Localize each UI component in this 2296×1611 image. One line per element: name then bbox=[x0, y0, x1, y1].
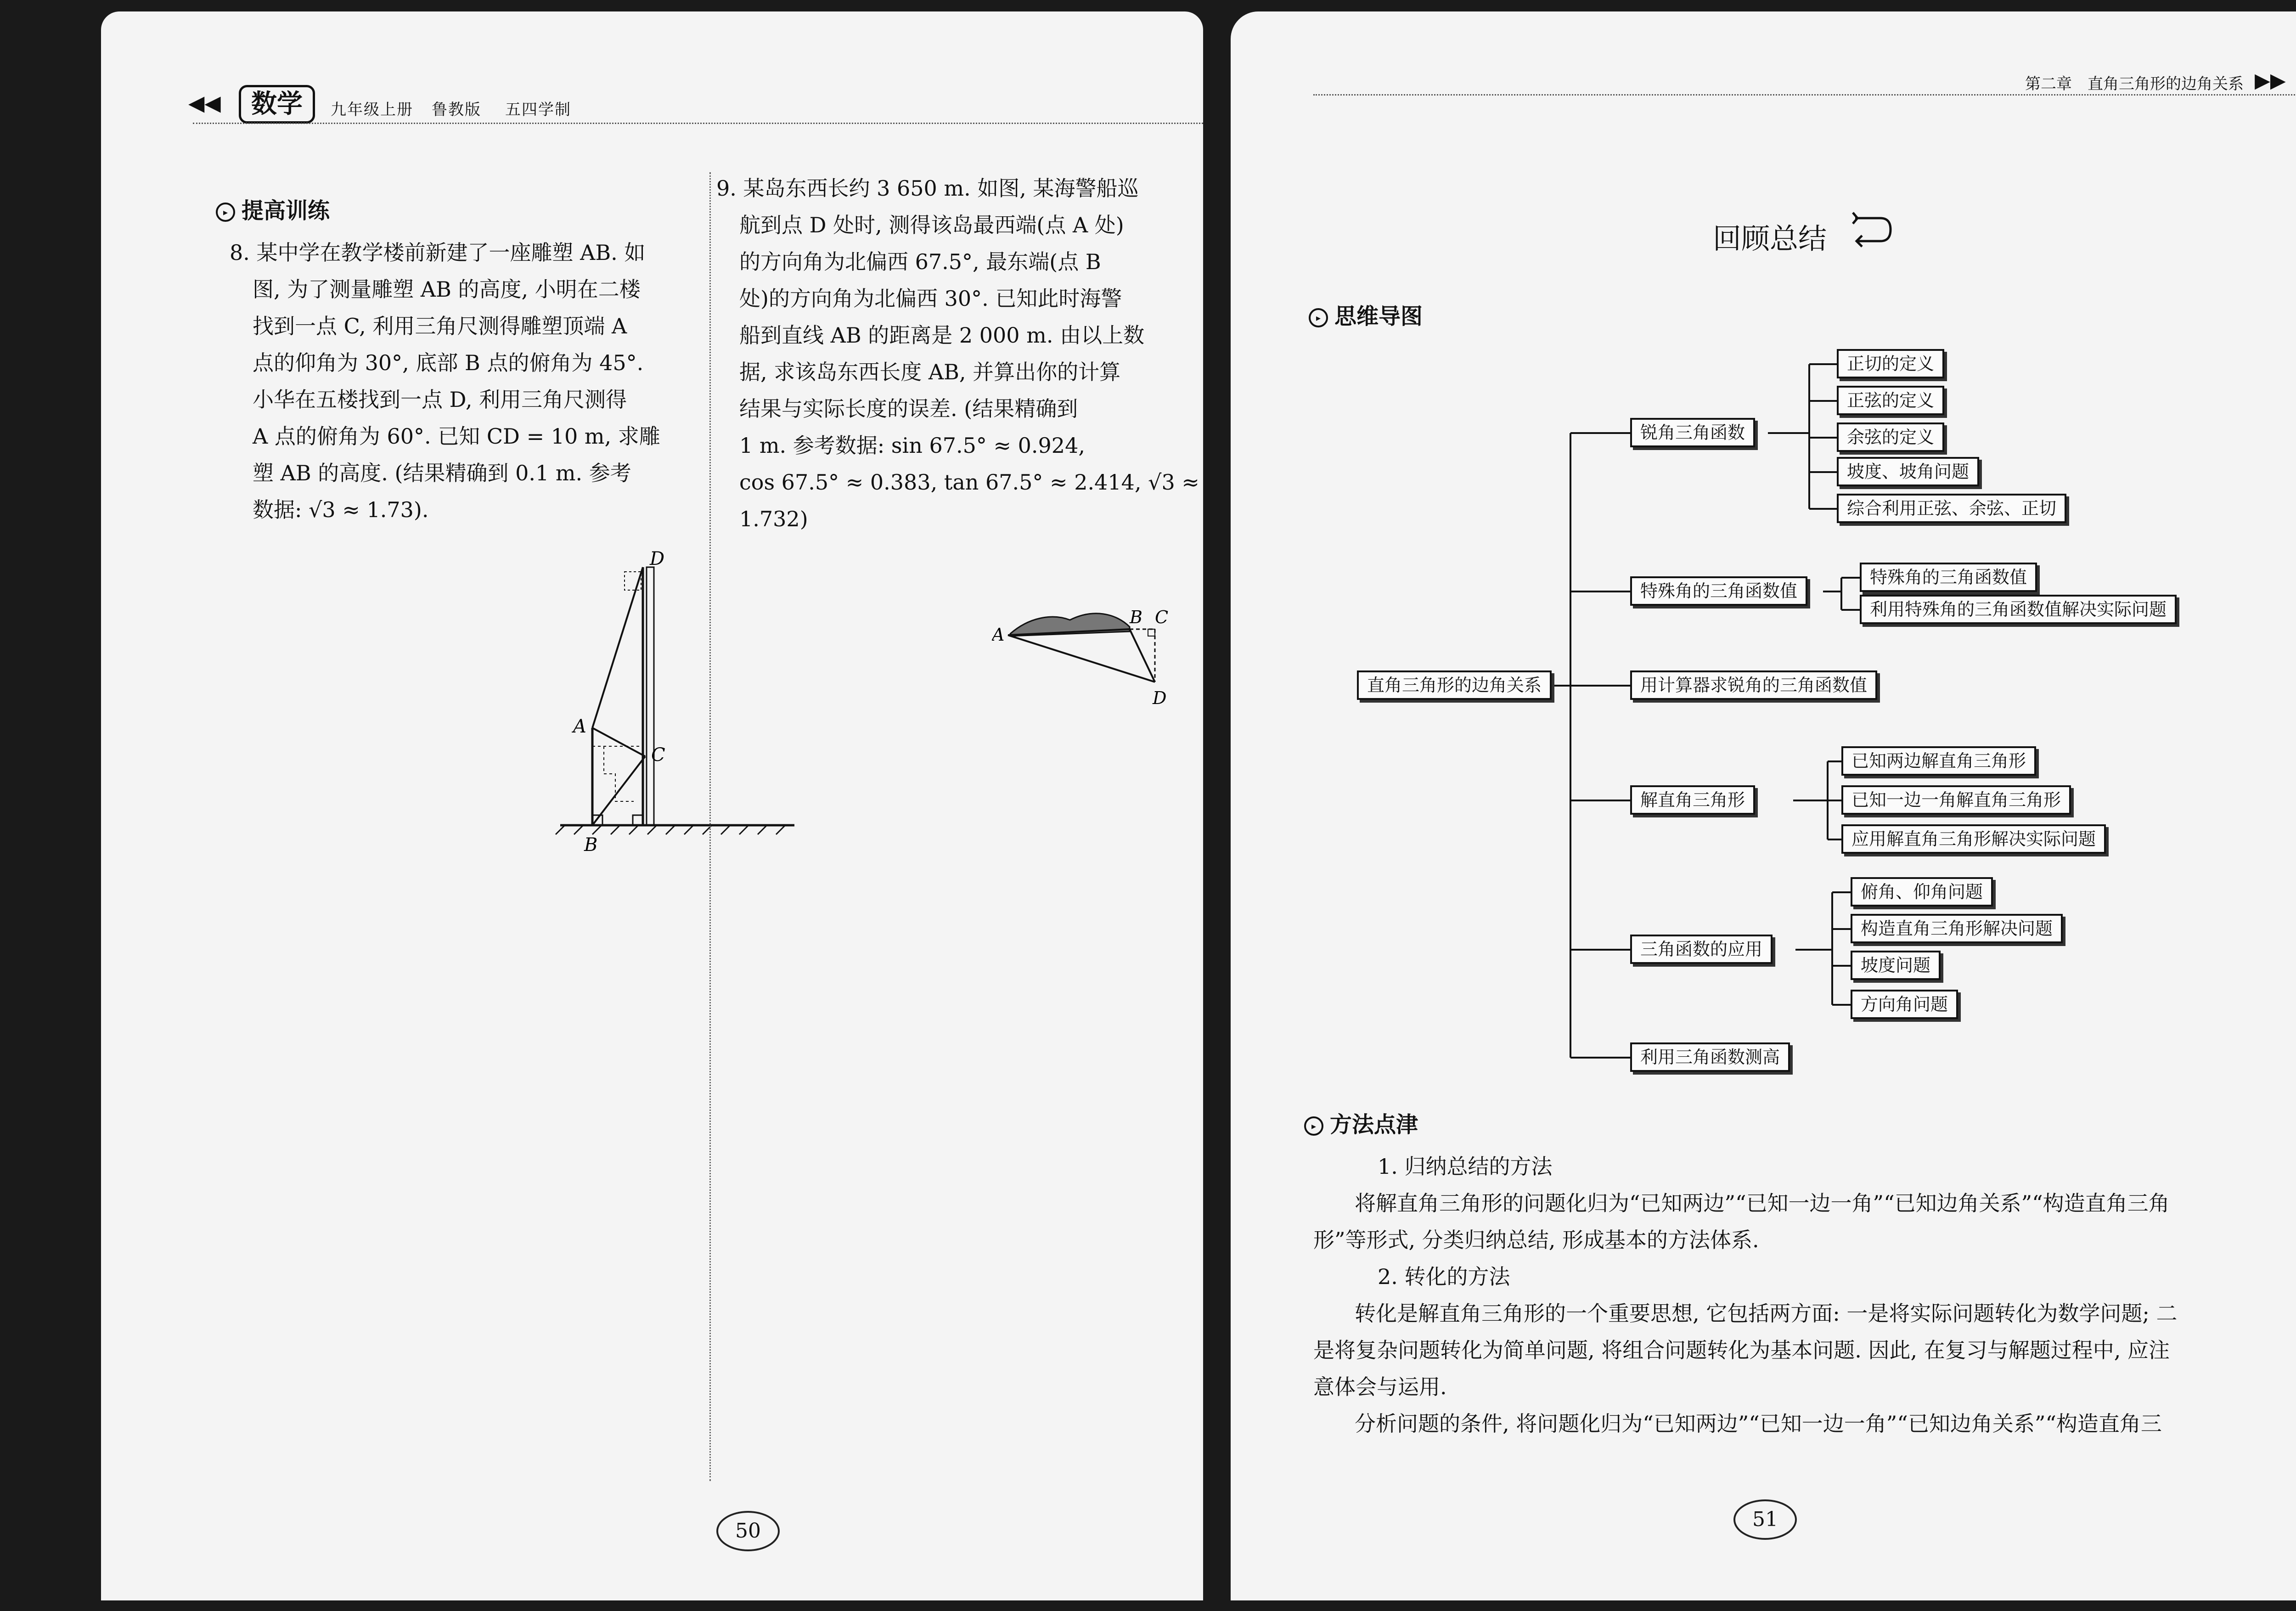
problem-8-line: 8. 某中学在教学楼前新建了一座雕塑 AB. 如 bbox=[230, 240, 646, 265]
problem-9-line: 结果与实际长度的误差. (结果精确到 bbox=[739, 396, 1078, 421]
mindmap-branch: 利用三角函数测高 bbox=[1630, 1042, 1790, 1072]
problem-8-line: 找到一点 C, 利用三角尺测得雕塑顶端 A bbox=[253, 314, 627, 338]
circle-arrow-icon: ▸ bbox=[1309, 308, 1328, 327]
problem-8-line: 点的仰角为 30°, 底部 B 点的俯角为 45°. bbox=[253, 350, 644, 375]
mindmap-leaf: 已知两边解直角三角形 bbox=[1841, 746, 2036, 776]
mindmap-leaf: 正弦的定义 bbox=[1837, 386, 1944, 415]
label-B: B bbox=[1130, 607, 1142, 627]
problem-9-line: 1.732) bbox=[739, 507, 808, 531]
left-page bbox=[101, 11, 1203, 1600]
problem-9-line: 据, 求该岛东西长度 AB, 并算出你的计算 bbox=[739, 360, 1121, 384]
mindmap-branch: 锐角三角函数 bbox=[1630, 418, 1755, 447]
mindmap-leaf: 已知一边一角解直角三角形 bbox=[1841, 785, 2071, 815]
problem-8-figure bbox=[546, 544, 804, 866]
system-label: 五四学制 bbox=[505, 101, 571, 119]
mindmap-leaf: 综合利用正弦、余弦、正切 bbox=[1837, 494, 2066, 523]
method-1-line: 将解直角三角形的问题化归为“已知两边”“已知一边一角”“已知边角关系”“构造直角三角 bbox=[1355, 1191, 2170, 1216]
problem-9-line: 航到点 D 处时, 测得该岛最西端(点 A 处) bbox=[739, 213, 1124, 237]
mindmap-branch: 特殊角的三角函数值 bbox=[1630, 576, 1807, 606]
method-1-title: 1. 归纳总结的方法 bbox=[1378, 1154, 1553, 1179]
header-divider bbox=[193, 123, 1203, 124]
mindmap-leaf: 俯角、仰角问题 bbox=[1851, 877, 1993, 907]
mindmap-leaf: 利用特殊角的三角函数值解决实际问题 bbox=[1860, 595, 2177, 624]
label-A: A bbox=[573, 716, 586, 737]
mindmap-leaf: 方向角问题 bbox=[1851, 990, 1958, 1019]
page-number: 51 bbox=[1733, 1499, 1797, 1540]
mindmap-leaf: 正切的定义 bbox=[1837, 349, 1944, 378]
problem-9-line: 处)的方向角为北偏西 30°. 已知此时海警 bbox=[739, 286, 1122, 311]
methods-body bbox=[1313, 1148, 2291, 1442]
double-arrow-right-icon: ▶▶ bbox=[2255, 69, 2286, 92]
problem-8-line: 小华在五楼找到一点 D, 利用三角尺测得 bbox=[253, 387, 627, 412]
label-C: C bbox=[1155, 607, 1169, 627]
problem-9-line: 9. 某岛东西长约 3 650 m. 如图, 某海警船巡 bbox=[716, 176, 1139, 201]
right-page bbox=[1231, 11, 2296, 1600]
problem-8-line: 图, 为了测量雕塑 AB 的高度, 小明在二楼 bbox=[253, 277, 641, 302]
page-number: 50 bbox=[716, 1511, 780, 1551]
double-arrow-left-icon: ◀◀ bbox=[188, 90, 221, 115]
label-D: D bbox=[1153, 688, 1167, 708]
mindmap-section-title: ▸ 思维导图 bbox=[1309, 299, 1423, 330]
mindmap-leaf: 特殊角的三角函数值 bbox=[1860, 563, 2037, 592]
mindmap-leaf: 应用解直角三角形解决实际问题 bbox=[1841, 824, 2106, 854]
label-B: B bbox=[584, 834, 598, 856]
mindmap-leaf: 坡度问题 bbox=[1851, 951, 1941, 980]
mindmap-leaf: 余弦的定义 bbox=[1837, 422, 1944, 452]
mindmap-branch: 解直角三角形 bbox=[1630, 785, 1755, 815]
column-divider bbox=[709, 172, 711, 1481]
label-A: A bbox=[992, 625, 1005, 645]
chapter-header: 第二章 直角三角形的边角关系 bbox=[2025, 75, 2244, 93]
problem-9-line: cos 67.5° ≈ 0.383, tan 67.5° ≈ 2.414, √3 ≈ bbox=[739, 470, 1199, 495]
method-2-line: 分析问题的条件, 将问题化归为“已知两边”“已知一边一角”“已知边角关系”“构造直角三 bbox=[1355, 1411, 2162, 1436]
mindmap-branch: 用计算器求锐角的三角函数值 bbox=[1630, 670, 1877, 700]
problem-9-figure bbox=[992, 595, 1185, 710]
method-2-line: 转化是解直角三角形的一个重要思想, 它包括两方面: 一是将实际问题转化为数学问题; 二 bbox=[1355, 1301, 2178, 1326]
problem-8-line: 数据: √3 ≈ 1.73). bbox=[253, 497, 429, 522]
circle-arrow-icon: ▸ bbox=[1304, 1116, 1323, 1136]
left-page-header bbox=[188, 85, 1203, 126]
methods-section-title: ▸ 方法点津 bbox=[1304, 1107, 1418, 1138]
problem-9-line: 的方向角为北偏西 67.5°, 最东端(点 B bbox=[739, 249, 1101, 274]
subject-badge: 数学 bbox=[239, 85, 315, 124]
mindmap-branch: 三角函数的应用 bbox=[1630, 935, 1773, 964]
method-2-line: 是将复杂问题转化为简单问题, 将组合问题转化为基本问题. 因此, 在复习与解题过程中, 应注 bbox=[1313, 1338, 2170, 1363]
problem-8-line: A 点的俯角为 60°. 已知 CD = 10 m, 求雕 bbox=[253, 424, 660, 449]
mindmap-root: 直角三角形的边角关系 bbox=[1357, 670, 1552, 700]
label-D: D bbox=[650, 548, 665, 569]
mindmap-leaf: 坡度、坡角问题 bbox=[1837, 457, 1979, 486]
problem-9-line: 1 m. 参考数据: sin 67.5° ≈ 0.924, bbox=[739, 433, 1085, 458]
problem-8-line: 塑 AB 的高度. (结果精确到 0.1 m. 参考 bbox=[253, 461, 631, 485]
problem-9 bbox=[716, 170, 1203, 537]
mindmap-leaf: 构造直角三角形解决问题 bbox=[1851, 914, 2063, 943]
grade-label: 九年级上册 bbox=[331, 101, 413, 119]
label-C: C bbox=[651, 744, 665, 766]
method-2-line: 意体会与运用. bbox=[1313, 1374, 1447, 1399]
method-1-line: 形”等形式, 分类归纳总结, 形成基本的方法体系. bbox=[1313, 1228, 1759, 1252]
circle-arrow-icon: ▸ bbox=[216, 203, 235, 222]
edition-label: 鲁教版 bbox=[432, 101, 481, 119]
problem-9-line: 船到直线 AB 的距离是 2 000 m. 由以上数 bbox=[739, 323, 1145, 348]
section-title: ▸ 提高训练 bbox=[216, 193, 330, 225]
method-2-title: 2. 转化的方法 bbox=[1378, 1264, 1510, 1289]
review-title: 回顾总结 bbox=[1713, 222, 1827, 255]
